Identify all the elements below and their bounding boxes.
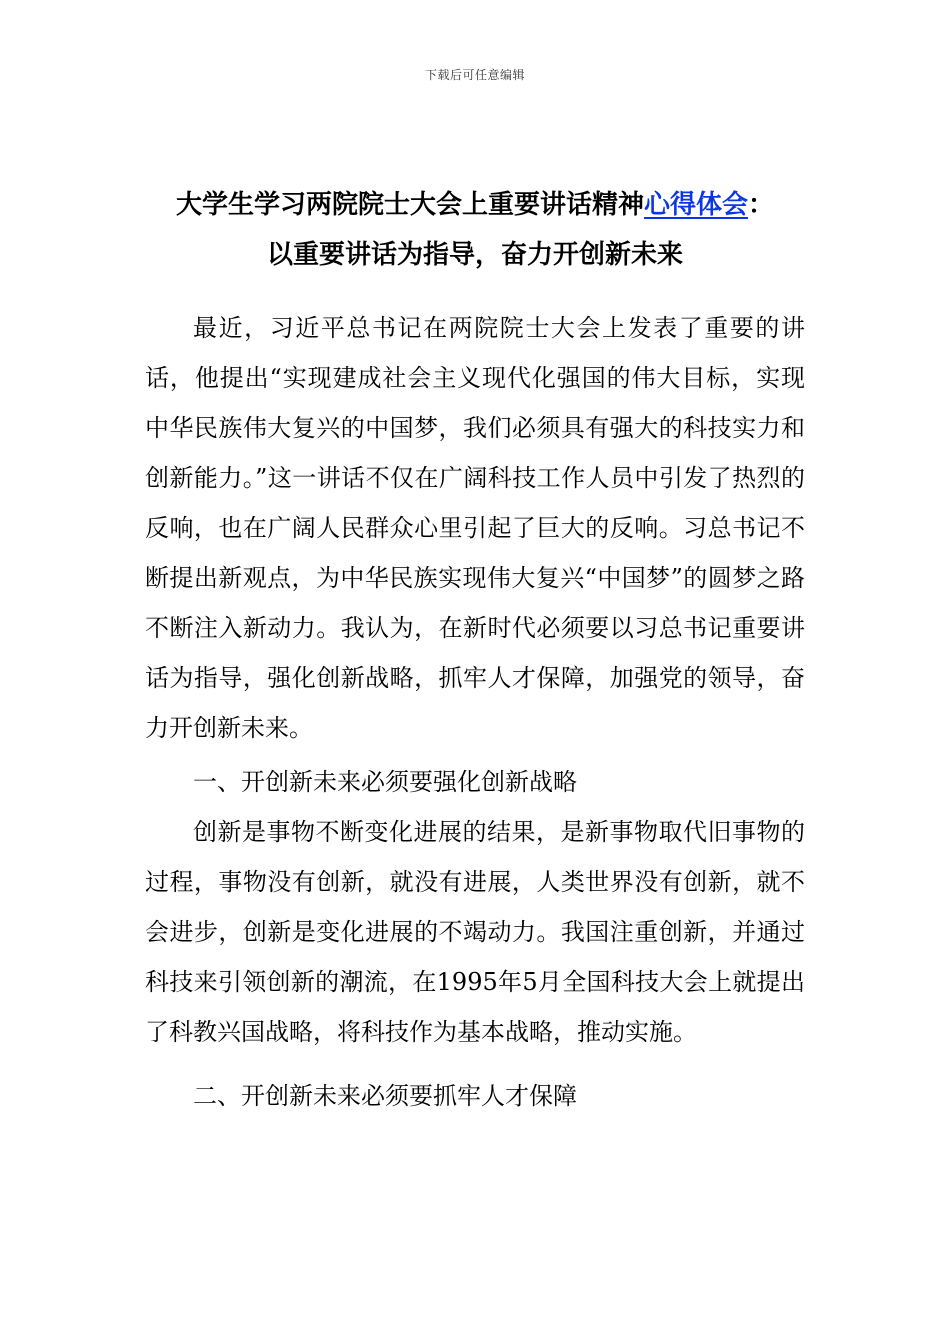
title-suffix: ： (748, 190, 775, 220)
title-line-2: 以重要讲话为指导，奋力开创新未来 (266, 240, 683, 270)
paragraph-intro: 最近，习近平总书记在两院院士大会上发表了重要的讲话，他提出“实现建成社会主义现代化强国的伟大目标，实现中华民族伟大复兴的中国梦，我们必须具有强大的科技实力和创新能力。”这一讲话不仅在广阔科技工作人员中引发了热烈的反响，也在广阔人民群众心里引起了巨大的反响。习总书记不断提出新观点，为中华民族实现伟大复兴“中国梦”的圆梦之路不断注入新动力。我认为，在新时代必须要以习总书记重要讲话为指导，强化创新战略，抓牢人才保障，加强党的领导，奋力开创新未来。 (145, 314, 805, 742)
document-title (100, 180, 850, 280)
document-body (145, 303, 805, 1121)
title-link[interactable]: 心得体会 (643, 190, 748, 220)
section-heading-2: 二、开创新未来必须要抓牢人才保障 (193, 1082, 577, 1110)
paragraph-section-1: 创新是事物不断变化进展的结果，是新事物取代旧事物的过程，事物没有创新，就没有进展，人类世界没有创新，就不会进步，创新是变化进展的不竭动力。我国注重创新，并通过科技来引领创新的潮流，在1995年5月全国科技大会上就提出了科教兴国战略，将科技作为基本战略，推动实施。 (145, 818, 805, 1046)
title-prefix: 大学生学习两院院士大会上重要讲话精神 (175, 190, 644, 220)
page-header-note: 下载后可任意编辑 (424, 68, 525, 82)
title-line-1 (100, 180, 850, 230)
section-heading-1: 一、开创新未来必须要强化创新战略 (193, 768, 577, 796)
